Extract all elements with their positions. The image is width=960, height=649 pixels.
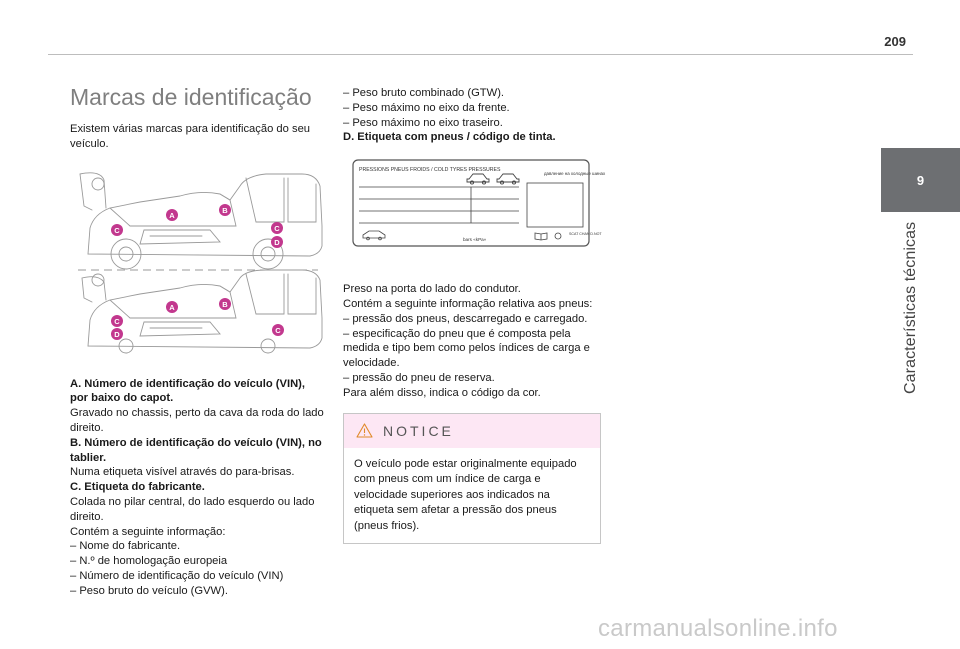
- marker-d-top-label: D: [274, 237, 280, 247]
- identification-list: [70, 377, 326, 599]
- watermark: carmanualsonline.info: [598, 615, 838, 642]
- list-top: [343, 86, 603, 145]
- list-item: – Peso bruto do veículo (GVW).: [70, 584, 228, 597]
- marker-b-bottom-label: B: [222, 299, 228, 309]
- list-item: – N.º de homologação europeia: [70, 555, 228, 568]
- item-d-heading: D. Etiqueta com pneus / código de tinta.: [343, 131, 556, 144]
- notice-title: NOTICE: [383, 422, 454, 439]
- tyre-label-description: [343, 282, 603, 400]
- notice-box: [343, 413, 601, 545]
- left-column: [70, 84, 326, 599]
- list-item: – Número de identificação do veículo (VIN): [70, 569, 284, 582]
- list-item: – Peso máximo no eixo traseiro.: [343, 116, 503, 129]
- middle-column: [343, 86, 606, 544]
- list-item: – especificação do pneu que é composta pela medida e tipo bem como pelos índices de carga e velocidade.: [343, 327, 590, 370]
- tyre-label-cyrillic: давление на холодные шинах: [544, 171, 606, 177]
- list-item: – Nome do fabricante.: [70, 540, 181, 553]
- notice-body: O veículo pode estar originalmente equipado com pneus com um índice de carga e velocidade superiores aos indicados na etiqueta sem afetar a pressão dos pneus (pneus frios).: [354, 457, 577, 532]
- list-item: – Peso bruto combinado (GTW).: [343, 87, 505, 99]
- tyre-label-header: PRESSIONS PNEUS FROIDS / COLD TYRES PRESSURES: [359, 167, 501, 174]
- header-divider: [48, 54, 913, 55]
- tyre-label-side: SCAT CHAN D.NOT: [569, 232, 602, 237]
- page-number: 209: [884, 34, 906, 49]
- marker-a-bottom-label: A: [169, 302, 175, 312]
- list-item: – pressão dos pneus, descarregado e carregado.: [343, 312, 588, 325]
- car-illustration-top: [80, 172, 322, 268]
- tyre-pressure-label-figure: [343, 159, 606, 249]
- tyre-label-units: bars «kPa»: [463, 237, 487, 243]
- paragraph: Para além disso, indica o código da cor.: [343, 386, 541, 399]
- item-a-heading: A. Número de identificação do veículo (VIN), por baixo do capot.: [70, 377, 305, 405]
- marker-b-top-label: B: [222, 205, 228, 215]
- list-item: – Peso máximo no eixo da frente.: [343, 101, 510, 114]
- marker-a-top-label: A: [169, 210, 175, 220]
- paragraph: Contém a seguinte informação relativa aos pneus:: [343, 297, 593, 310]
- section-title: Marcas de identificação: [70, 84, 312, 110]
- item-c-heading: C. Etiqueta do fabricante.: [70, 481, 205, 494]
- item-c-text: Colada no pilar central, do lado esquerdo ou lado direito.: [70, 495, 315, 523]
- paragraph: Preso na porta do lado do condutor.: [343, 283, 521, 296]
- vehicle-identification-figure: [70, 166, 326, 354]
- item-a-text: Gravado no chassis, perto da cava da roda do lado direito.: [70, 407, 324, 434]
- marker-d-bottom-label: D: [114, 329, 120, 339]
- chapter-title-text: Características técnicas: [902, 221, 919, 394]
- chapter-tab[interactable]: 9: [881, 148, 960, 212]
- list-item: – pressão do pneu de reserva.: [343, 371, 495, 384]
- item-b-text: Numa etiqueta visível através do para-brisas.: [70, 466, 295, 479]
- item-b-heading: B. Número de identificação do veículo (VIN), no tablier.: [70, 436, 322, 464]
- warning-triangle-icon: [356, 423, 373, 438]
- chapter-title: [902, 214, 926, 394]
- marker-c-top-left-label: C: [114, 225, 120, 235]
- marker-c-bottom-right-label: C: [275, 325, 281, 335]
- notice-header: [344, 414, 600, 448]
- intro-text: Existem várias marcas para identificação do seu veículo.: [70, 123, 311, 150]
- car-illustration-bottom: [82, 270, 322, 353]
- item-c-info-intro: Contém a seguinte informação:: [70, 525, 226, 538]
- marker-c-top-right-label: C: [274, 223, 280, 233]
- marker-c-bottom-left-label: C: [114, 316, 120, 326]
